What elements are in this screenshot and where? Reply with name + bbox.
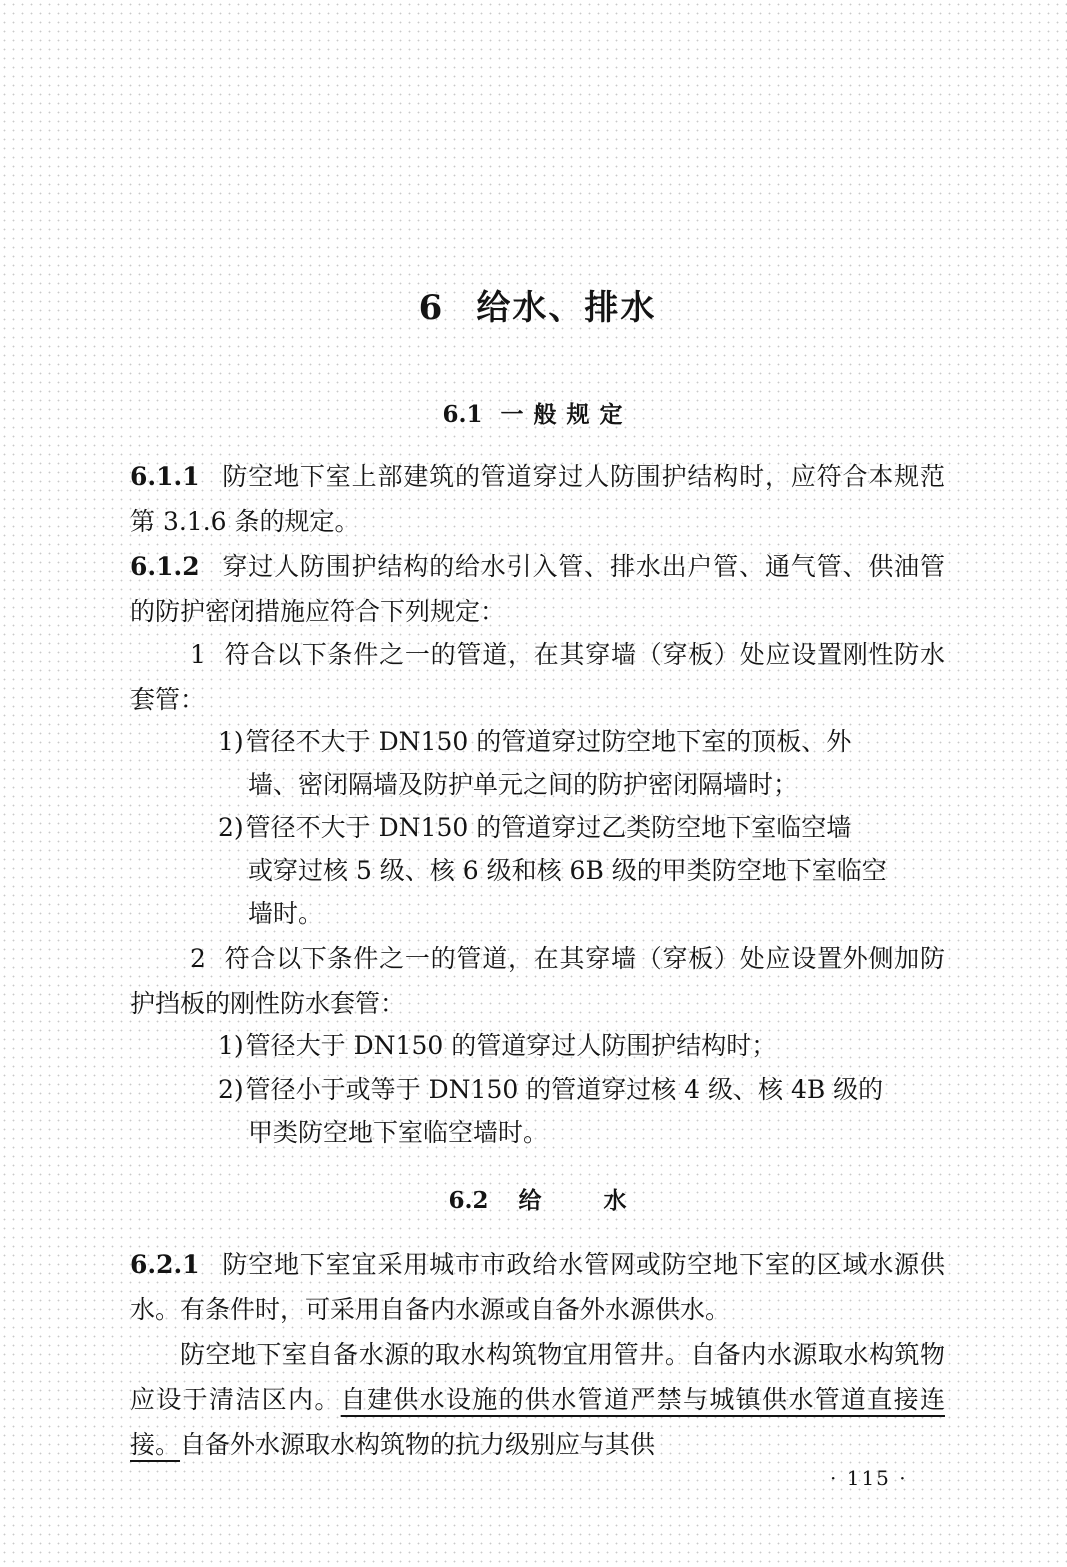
item-1-number: 1 bbox=[190, 640, 206, 669]
chapter-title bbox=[130, 280, 945, 329]
item-1-sub-1-number: 1) bbox=[218, 727, 244, 756]
item-2-number: 2 bbox=[190, 944, 206, 973]
item-1-sub-2-line2: 或穿过核 5 级、核 6 级和核 6B 级的甲类防空地下室临空 bbox=[248, 856, 887, 885]
clause-6-2-1-paragraph-2 bbox=[130, 1332, 945, 1467]
item-2-sub-2 bbox=[218, 1068, 945, 1154]
page-number: · 115 · bbox=[830, 1466, 908, 1490]
item-2-sub-2-line2: 甲类防空地下室临空墙时。 bbox=[248, 1118, 549, 1147]
item-1-sub-2-line1: 管径不大于 DN150 的管道穿过乙类防空地下室临空墙 bbox=[245, 813, 852, 842]
item-1 bbox=[130, 632, 945, 722]
item-1-sub-2-number: 2) bbox=[218, 813, 244, 842]
chapter-title-text: 给水、排水 bbox=[476, 288, 657, 328]
section-6-2-number: 6.2 bbox=[448, 1187, 489, 1214]
item-1-sub-2 bbox=[218, 806, 945, 935]
item-2-sub-1-line1: 管径大于 DN150 的管道穿过人防围护结构时； bbox=[245, 1031, 777, 1060]
section-6-2-title bbox=[130, 1182, 945, 1215]
mandatory-provision-underlined: 自建供水设施的供水管道严禁与城镇供水管道直接连接。 bbox=[130, 1385, 945, 1459]
paragraph-2-text-b: 自备外水源取水构筑物的抗力级别应与其供 bbox=[180, 1430, 656, 1459]
clause-6-1-2-number: 6.1.2 bbox=[130, 552, 200, 581]
clause-6-2-1 bbox=[130, 1242, 945, 1332]
item-1-sub-1-line1: 管径不大于 DN150 的管道穿过防空地下室的顶板、外 bbox=[245, 727, 852, 756]
chapter-number: 6 bbox=[418, 288, 445, 328]
clause-6-1-1-text: 防空地下室上部建筑的管道穿过人防围护结构时，应符合本规范第 3.1.6 条的规定。 bbox=[130, 462, 945, 536]
item-2-text: 符合以下条件之一的管道，在其穿墙（穿板）处应设置外侧加防护挡板的刚性防水套管： bbox=[130, 944, 945, 1018]
item-2-sub-1 bbox=[218, 1024, 945, 1067]
clause-6-1-2 bbox=[130, 544, 945, 634]
item-1-sub-1-line2: 墙、密闭隔墙及防护单元之间的防护密闭隔墙时； bbox=[248, 770, 799, 799]
item-2-sub-2-line1: 管径小于或等于 DN150 的管道穿过核 4 级、核 4B 级的 bbox=[245, 1075, 884, 1104]
item-1-text: 符合以下条件之一的管道，在其穿墙（穿板）处应设置刚性防水套管： bbox=[130, 640, 945, 714]
item-2-sub-1-number: 1) bbox=[218, 1031, 244, 1060]
section-6-2-text-b: 水 bbox=[603, 1187, 627, 1214]
item-1-sub-2-line3: 墙时。 bbox=[248, 899, 324, 928]
section-6-1-number: 6.1 bbox=[442, 401, 483, 428]
item-1-sub-1 bbox=[218, 720, 945, 806]
clause-6-2-1-text: 防空地下室宜采用城市市政给水管网或防空地下室的区域水源供水。有条件时，可采用自备内水源或自备外水源供水。 bbox=[130, 1250, 945, 1324]
section-6-2-text-a: 给 bbox=[518, 1187, 542, 1214]
paragraph-2-text-a: 防空地下室自备水源的取水构筑物宜用管井。自备内水源取水构筑物应设于清洁区内。 bbox=[130, 1340, 945, 1414]
clause-6-1-1-number: 6.1.1 bbox=[130, 462, 200, 491]
clause-6-1-1 bbox=[130, 454, 945, 544]
item-2 bbox=[130, 936, 945, 1026]
clause-6-2-1-number: 6.2.1 bbox=[130, 1250, 200, 1279]
item-2-sub-2-number: 2) bbox=[218, 1075, 244, 1104]
section-6-1-title bbox=[130, 396, 945, 429]
clause-6-1-2-text: 穿过人防围护结构的给水引入管、排水出户管、通气管、供油管的防护密闭措施应符合下列规定： bbox=[130, 552, 945, 626]
section-6-1-text: 一般规定 bbox=[500, 401, 633, 428]
